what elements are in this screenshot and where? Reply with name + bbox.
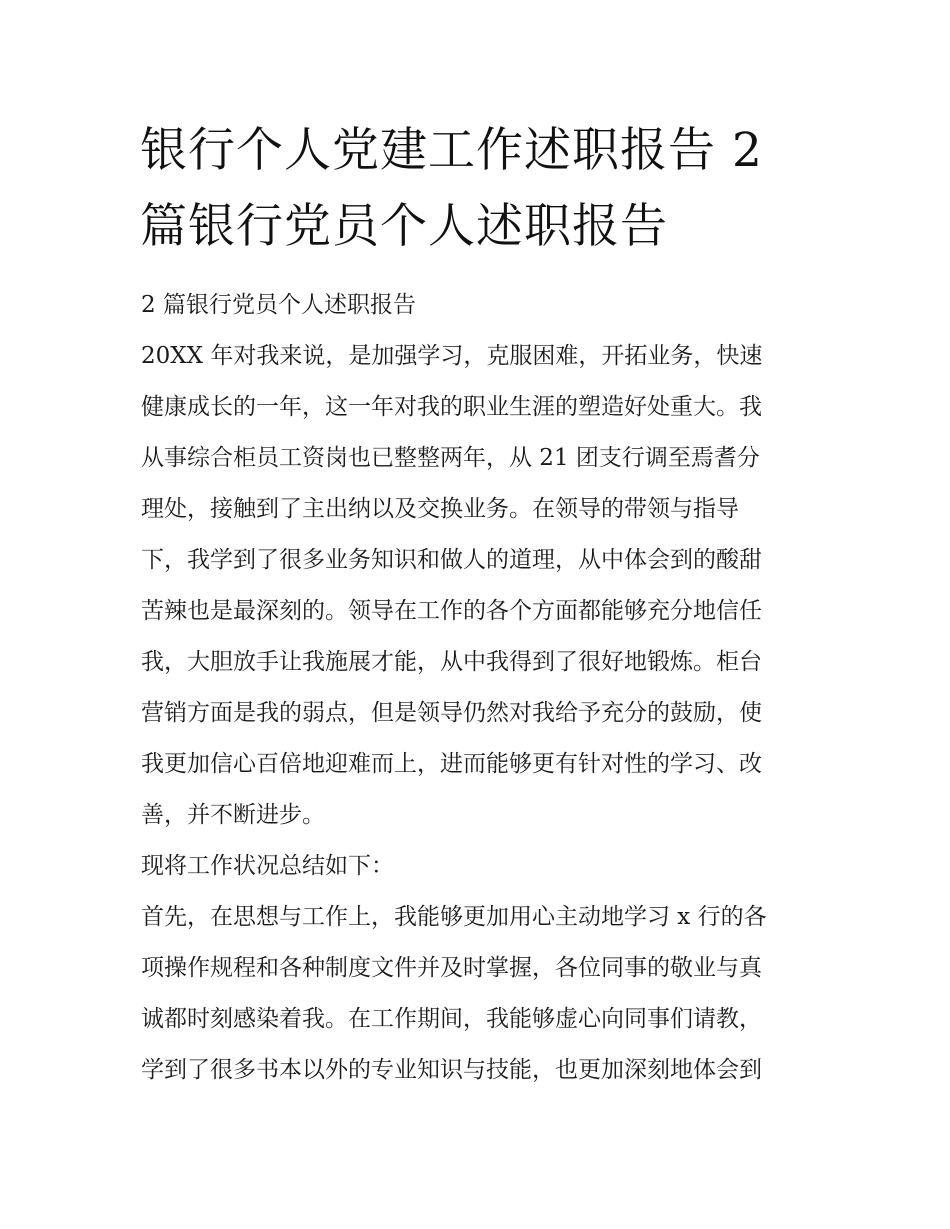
paragraph-line: 我更加信心百倍地迎难而上，进而能够更有针对性的学习、改: [141, 751, 762, 777]
paragraph-line: 学到了很多书本以外的专业知识与技能，也更加深刻地体会到: [141, 1057, 762, 1083]
subtitle-line: 2 篇银行党员个人述职报告: [141, 292, 416, 318]
paragraph-line: 我，大胆放手让我施展才能，从中我得到了很好地锻炼。柜台: [141, 649, 762, 675]
paragraph-line: 20XX 年对我来说，是加强学习，克服困难，开拓业务，快速: [141, 343, 763, 369]
paragraph-line: 苦辣也是最深刻的。领导在工作的各个方面都能够充分地信任: [141, 598, 762, 624]
paragraph-line: 善，并不断进步。: [141, 802, 325, 828]
paragraph-line: 诚都时刻感染着我。在工作期间，我能够虚心向同事们请教，: [141, 1006, 762, 1032]
paragraph-line: 从事综合柜员工资岗也已整整两年，从 21 团支行调至焉耆分: [141, 445, 760, 471]
paragraph-line: 理处，接触到了主出纳以及交换业务。在领导的带领与指导: [141, 496, 739, 522]
title-line-2: 篇银行党员个人述职报告: [140, 199, 668, 254]
paragraph-line: 下，我学到了很多业务知识和做人的道理，从中体会到的酸甜: [141, 547, 762, 573]
paragraph-line: 首先，在思想与工作上，我能够更加用心主动地学习 x 行的各: [141, 904, 767, 930]
paragraph-line: 项操作规程和各种制度文件并及时掌握，各位同事的敬业与真: [141, 955, 762, 981]
section-intro-line: 现将工作状况总结如下：: [141, 853, 394, 879]
document-title: [140, 113, 830, 265]
paragraph-line: 健康成长的一年，这一年对我的职业生涯的塑造好处重大。我: [141, 394, 762, 420]
paragraph-line: 营销方面是我的弱点，但是领导仍然对我给予充分的鼓励，使: [141, 700, 762, 726]
title-line-1: 银行个人党建工作述职报告 2: [140, 123, 763, 178]
document-body: [141, 280, 821, 1096]
